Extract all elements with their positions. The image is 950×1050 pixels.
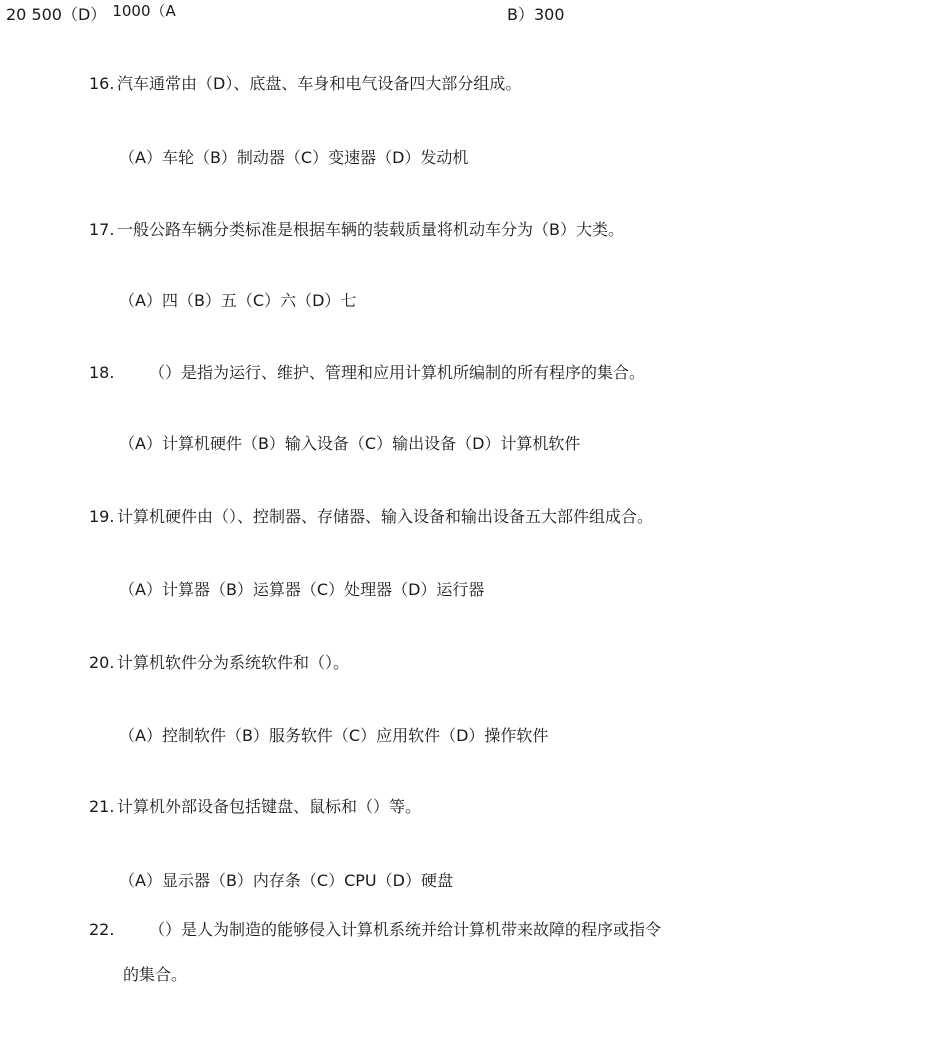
question-20-options: （A）控制软件（B）服务软件（C）应用软件（D）操作软件: [119, 726, 549, 745]
question-19-options: （A）计算器（B）运算器（C）处理器（D）运行器: [119, 580, 485, 599]
question-number: 18.: [89, 363, 115, 382]
question-19: [89, 506, 653, 528]
question-number: 20.: [89, 653, 115, 672]
question-18-options: （A）计算机硬件（B）输入设备（C）输出设备（D）计算机软件: [119, 434, 581, 453]
question-17-options: （A）四（B）五（C）六（D）七: [119, 291, 357, 310]
question-text: （）是人为制造的能够侵入计算机系统并给计算机带来故障的程序或指令: [149, 920, 662, 939]
question-16-options: （A）车轮（B）制动器（C）变速器（D）发动机: [119, 148, 469, 167]
question-22: [89, 919, 661, 941]
fragment-left-b: 1000（A: [112, 2, 176, 20]
previous-question-options-fragment: [6, 4, 176, 26]
question-number: 17.: [89, 220, 115, 239]
question-number: 16.: [89, 74, 115, 93]
question-text: （）是指为运行、维护、管理和应用计算机所编制的所有程序的集合。: [149, 363, 646, 382]
question-22-continuation: 的集合。: [123, 965, 188, 984]
question-21: [89, 796, 421, 818]
question-text: 计算机硬件由（）、控制器、存储器、输入设备和输出设备五大部件组成合。: [117, 507, 654, 526]
question-number: 22.: [89, 920, 115, 939]
question-number: 21.: [89, 797, 115, 816]
question-16: [89, 73, 521, 95]
question-text: 汽车通常由（D）、底盘、车身和电气设备四大部分组成。: [117, 74, 522, 93]
question-21-options: （A）显示器（B）内存条（C）CPU（D）硬盘: [119, 871, 453, 890]
question-18: [89, 362, 645, 384]
question-17: [89, 219, 624, 241]
question-text: 计算机软件分为系统软件和（）。: [117, 653, 350, 672]
question-text: 一般公路车辆分类标准是根据车辆的装载质量将机动车分为（B）大类。: [117, 220, 624, 239]
question-number: 19.: [89, 507, 115, 526]
fragment-left-a: 20 500（D）: [6, 5, 107, 24]
fragment-right: B）300: [507, 5, 565, 24]
question-text: 计算机外部设备包括键盘、鼠标和（）等。: [117, 797, 422, 816]
question-20: [89, 652, 349, 674]
